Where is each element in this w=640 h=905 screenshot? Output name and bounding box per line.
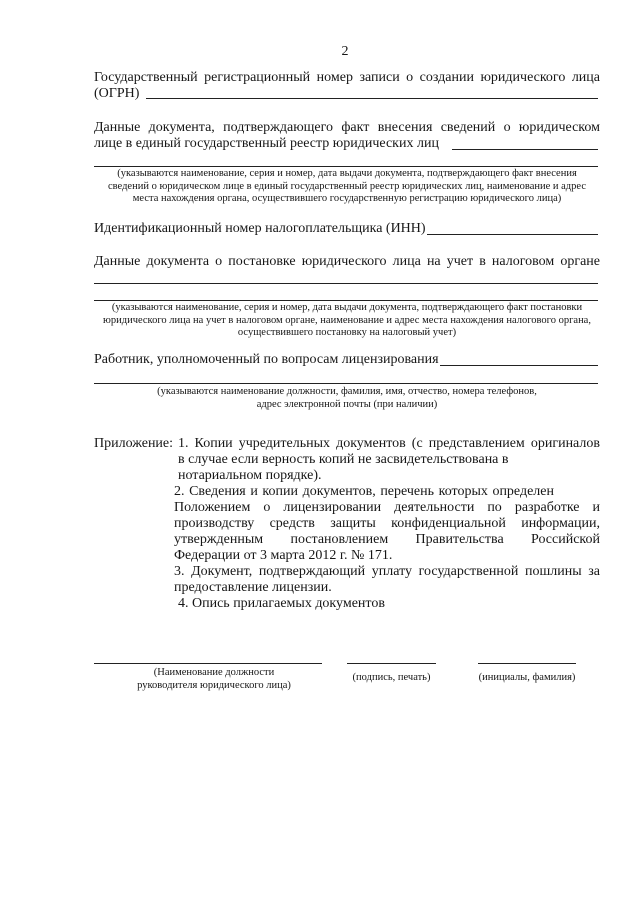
signature-caption: (подпись, печать): [352, 672, 431, 683]
tax-doc-field-1[interactable]: [94, 283, 598, 284]
initials-field[interactable]: [478, 663, 576, 664]
appendix-line: производству средств защиты конфиденциальной информации,: [174, 516, 600, 531]
appendix-line: Федерации от 3 марта 2012 г. № 171.: [174, 548, 393, 563]
tax-doc-note: [94, 302, 600, 340]
egrul-doc-field[interactable]: [94, 166, 598, 167]
appendix-line: 2. Сведения и копии документов, перечень которых определен: [174, 484, 554, 499]
ogrn-label: Государственный регистрационный номер записи о создании юридического лица: [94, 70, 600, 85]
egrul-doc-label-line2: лице в единый государственный реестр юридических лиц: [94, 136, 439, 151]
egrul-doc-note-line: (указываются наименование, серия и номер, дата выдачи документа, подтверждающего факт внесения: [117, 168, 577, 179]
ogrn-field[interactable]: [146, 98, 598, 99]
appendix-list: [174, 436, 600, 612]
appendix-line: Положением о лицензировании деятельности по разработке и: [174, 500, 600, 515]
appendix-line: предоставление лицензии.: [174, 580, 332, 595]
egrul-doc-note: [94, 168, 600, 206]
signature-field[interactable]: [347, 663, 436, 664]
tax-doc-field-2[interactable]: [94, 300, 598, 301]
employee-field[interactable]: [94, 383, 598, 384]
tax-doc-note-line: (указываются наименование, серия и номер, дата выдачи документа, подтверждающего факт постановки: [111, 302, 583, 313]
position-caption-line2: руководителя юридического лица): [137, 680, 291, 691]
egrul-doc-field-inline[interactable]: [452, 149, 598, 150]
position-field[interactable]: [94, 663, 322, 664]
tax-doc-note-line: юридического лица на учет в налоговом органе, наименование и адрес места нахождения налогового органа,: [103, 314, 591, 326]
appendix-line: утвержденным постановлением Правительства Российской: [174, 532, 600, 547]
appendix-label: Приложение:: [94, 436, 174, 451]
appendix-line: в случае если верность копий не засвидетельствована в: [178, 452, 509, 467]
tax-doc-note-line: осуществившего постановку на налоговый учет): [237, 327, 457, 338]
inn-field[interactable]: [427, 234, 598, 235]
employee-note-line: (указываются наименование должности, фамилия, имя, отчество, номера телефонов,: [157, 386, 537, 397]
employee-label: Работник, уполномоченный по вопросам лицензирования: [94, 352, 439, 367]
inn-label: Идентификационный номер налогоплательщика (ИНН): [94, 221, 426, 236]
position-caption-line1: (Наименование должности: [153, 667, 275, 678]
appendix-line: 4. Опись прилагаемых документов: [178, 596, 385, 611]
ogrn-label-line2: (ОГРН): [94, 86, 140, 101]
employee-field-inline[interactable]: [440, 365, 598, 366]
employee-note: [94, 386, 600, 411]
tax-doc-label: Данные документа о постановке юридического лица на учет в налоговом органе: [94, 254, 600, 269]
initials-caption: (инициалы, фамилия): [478, 672, 576, 683]
position-caption: [110, 666, 318, 692]
egrul-doc-label: Данные документа, подтверждающего факт внесения сведений о юридическом: [94, 120, 600, 135]
appendix-line: нотариальном порядке).: [178, 468, 322, 483]
employee-note-line: адрес электронной почты (при наличии): [256, 398, 438, 410]
egrul-doc-note-line: места нахождения органа, осуществившего государственную регистрацию юридического лица): [132, 193, 562, 204]
appendix-line: 1. Копии учредительных документов (с представлением оригиналов: [178, 436, 600, 451]
egrul-doc-note-line: сведений о юридическом лице в единый государственный реестр юридических лиц, наименование и адрес: [108, 180, 586, 192]
page-number: 2: [341, 44, 349, 59]
appendix-line: 3. Документ, подтверждающий уплату государственной пошлины за: [174, 564, 600, 579]
